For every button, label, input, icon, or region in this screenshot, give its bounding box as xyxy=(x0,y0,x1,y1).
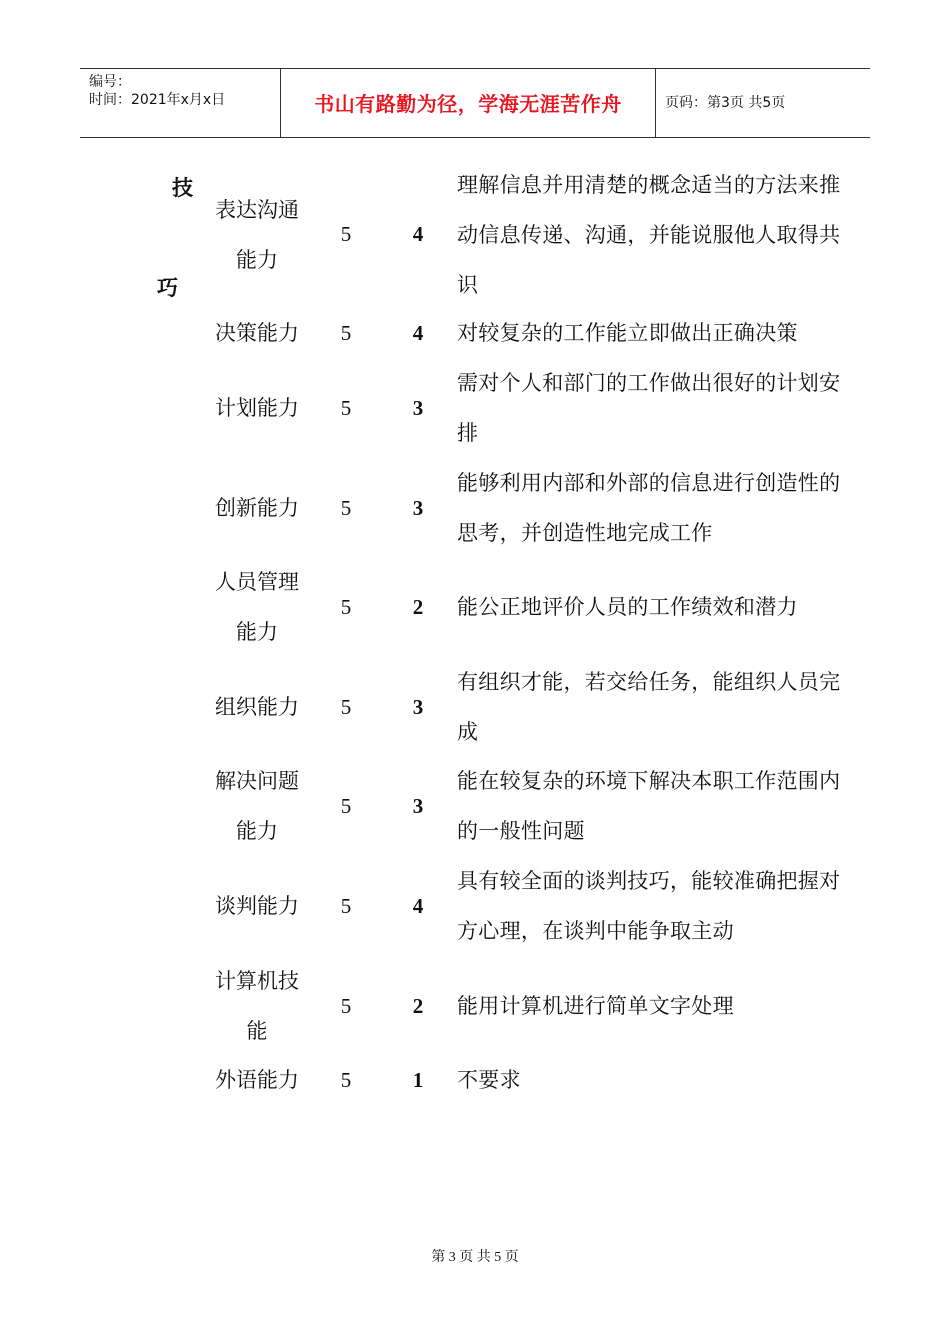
skill-description: 有组织才能，若交给任务，能组织人员完成 xyxy=(457,670,841,744)
required-level: 4 xyxy=(412,894,424,918)
document-time-label: 时间：2021年x月x日 xyxy=(89,92,226,108)
required-level: 3 xyxy=(412,695,424,719)
skill-description: 能在较复杂的环境下解决本职工作范围内的一般性问题 xyxy=(457,769,841,843)
required-level: 4 xyxy=(412,321,424,345)
page-footer: 第 3 页 共 5 页 xyxy=(431,1250,519,1265)
skill-name: 表达沟通能力 xyxy=(215,198,299,272)
required-level: 1 xyxy=(412,1068,424,1092)
skill-name: 决策能力 xyxy=(215,321,299,345)
category-label-second: 巧 xyxy=(157,275,178,300)
header-motto: 书山有路勤为径，学海无涯苦作舟 xyxy=(314,92,622,116)
standard-score: 5 xyxy=(340,222,352,246)
standard-score: 5 xyxy=(340,1068,352,1092)
skill-name: 人员管理能力 xyxy=(215,570,299,644)
skill-description: 需对个人和部门的工作做出很好的计划安排 xyxy=(457,371,841,445)
skill-name: 谈判能力 xyxy=(215,894,299,918)
standard-score: 5 xyxy=(340,396,352,420)
required-level: 3 xyxy=(412,794,424,818)
standard-score: 5 xyxy=(340,994,352,1018)
required-level: 3 xyxy=(412,496,424,520)
header-page-info: 页码：第3页 共5页 xyxy=(665,95,786,111)
skill-description: 具有较全面的谈判技巧，能较准确把握对方心理，在谈判中能争取主动 xyxy=(457,869,841,943)
skill-description: 不要求 xyxy=(457,1068,521,1092)
required-level: 2 xyxy=(412,595,424,619)
standard-score: 5 xyxy=(340,695,352,719)
skill-name: 计划能力 xyxy=(215,396,299,420)
skill-description: 能公正地评价人员的工作绩效和潜力 xyxy=(457,595,798,619)
skill-name: 外语能力 xyxy=(215,1068,299,1092)
skill-name: 计算机技能 xyxy=(215,969,299,1043)
skill-description: 对较复杂的工作能立即做出正确决策 xyxy=(457,321,798,345)
skill-description: 能够利用内部和外部的信息进行创造性的思考，并创造性地完成工作 xyxy=(457,471,841,545)
skill-description: 能用计算机进行简单文字处理 xyxy=(457,994,734,1018)
standard-score: 5 xyxy=(340,595,352,619)
required-level: 4 xyxy=(412,222,424,246)
skill-name: 组织能力 xyxy=(215,695,299,719)
standard-score: 5 xyxy=(340,794,352,818)
header-page-cell xyxy=(656,69,870,137)
required-level: 3 xyxy=(412,396,424,420)
category-label-first: 技 xyxy=(172,175,193,200)
standard-score: 5 xyxy=(340,496,352,520)
document-number-label: 编号： xyxy=(89,74,131,90)
page-header xyxy=(80,68,870,138)
header-motto-cell xyxy=(280,69,656,137)
standard-score: 5 xyxy=(340,321,352,345)
standard-score: 5 xyxy=(340,894,352,918)
header-meta-cell xyxy=(80,69,280,137)
skill-name: 解决问题能力 xyxy=(215,769,299,843)
skill-name: 创新能力 xyxy=(215,496,299,520)
required-level: 2 xyxy=(412,994,424,1018)
skill-description: 理解信息并用清楚的概念适当的方法来推动信息传递、沟通，并能说服他人取得共识 xyxy=(457,173,841,297)
